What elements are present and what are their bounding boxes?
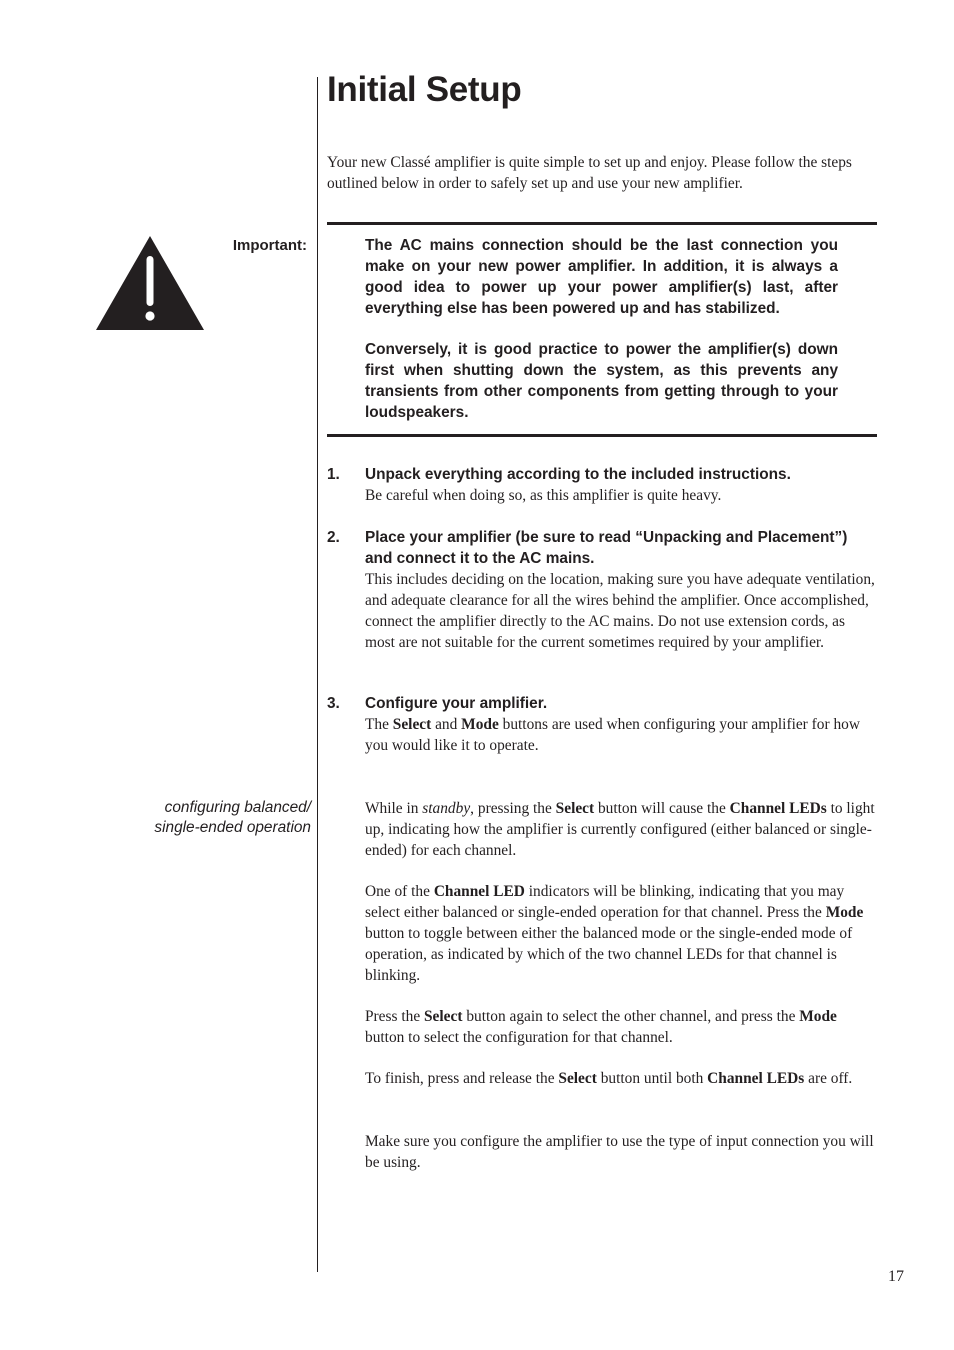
select-term: Select — [392, 716, 432, 733]
step-body: Be careful when doing so, as this amplifier is quite heavy. — [365, 487, 722, 504]
step-body — [365, 714, 860, 756]
paragraph-input-type: Make sure you configure the amplifier to use the type of input connection you will be using. — [365, 1133, 874, 1171]
bottom-divider — [327, 434, 877, 437]
page-title: Initial Setup — [327, 70, 522, 109]
important-label: Important: — [232, 237, 307, 254]
step-2 — [327, 527, 877, 653]
select-term: Select — [555, 800, 595, 817]
step-3 — [327, 693, 877, 756]
text-run: To finish, press and release the — [365, 1070, 559, 1087]
step-1 — [327, 464, 877, 506]
select-term: Select — [424, 1008, 463, 1025]
paragraph-channel-led — [365, 881, 879, 986]
step-number: 2. — [327, 529, 340, 546]
important-notice — [365, 235, 838, 443]
warning-triangle-icon — [96, 236, 204, 330]
text-run: One of the — [365, 883, 434, 900]
text-run: While in — [365, 800, 423, 817]
text-run: indicators will be blinking, indicating that you may select either balanced or single-ended operation for that channel. Press the — [365, 883, 845, 921]
side-label-line: configuring balanced/ — [164, 799, 311, 816]
step-heading: Unpack everything according to the included instructions. — [365, 466, 791, 483]
channel-led-term: Channel LED — [433, 883, 525, 900]
text-run: button to toggle between either the balanced mode or the single-ended mode of operation, as indicated by which of the two channel LEDs for that channel is blinking. — [365, 925, 853, 984]
text-run: button until both — [596, 1070, 708, 1087]
channel-leds-term: Channel LEDs — [707, 1070, 805, 1087]
vertical-rule — [317, 77, 318, 1272]
intro-paragraph: Your new Classé amplifier is quite simple to set up and enjoy. Please follow the steps outlined below in order to safely set up and use your new amplifier. — [327, 154, 852, 192]
mode-term: Mode — [825, 904, 864, 921]
text-run: button to select the configuration for that channel. — [365, 1029, 673, 1046]
page-number: 17 — [888, 1268, 904, 1285]
mode-term: Mode — [799, 1008, 837, 1025]
paragraph-select-again — [365, 1006, 865, 1048]
standby-term: standby — [422, 800, 471, 817]
text-run: Press the — [365, 1008, 424, 1025]
step-number: 1. — [327, 466, 340, 483]
text-run: , pressing the — [470, 800, 556, 817]
text-run: are off. — [804, 1070, 853, 1087]
important-paragraph: The AC mains connection should be the last connection you make on your new power amplifier. In addition, it is always a good idea to power up your power amplifier(s) last, after everything else has been powered up and has stabilized. — [365, 237, 838, 317]
important-paragraph: Conversely, it is good practice to power the amplifier(s) down first when shutting down the system, as this prevents any transients from other components from getting through to your loudspeakers. — [365, 341, 838, 421]
step-heading: Configure your amplifier. — [365, 695, 548, 712]
text-run: to light up, indicating how the amplifier is currently configured (either balanced or single-ended) for each channel. — [365, 800, 875, 859]
text-run: and — [431, 716, 462, 733]
paragraph-finish — [365, 1068, 879, 1089]
text-run: button will cause the — [594, 800, 730, 817]
step-body: This includes deciding on the location, making sure you have adequate ventilation, and adequate clearance for all the wires behind the amplifier. Once accomplished, connect the amplifier directly to the AC mains. Do not use extension cords, as most are not suitable for the current sometimes required by your amplifier. — [365, 571, 875, 651]
select-term: Select — [558, 1070, 597, 1087]
paragraph-standby — [365, 798, 875, 861]
text-run: button again to select the other channel, and press the — [462, 1008, 800, 1025]
channel-leds-term: Channel LEDs — [729, 800, 827, 817]
mode-term: Mode — [461, 716, 499, 733]
top-divider — [327, 222, 877, 225]
step-heading: Place your amplifier (be sure to read “Unpacking and Placement”) and connect it to the AC mains. — [365, 529, 848, 567]
text-run: buttons are used when configuring your amplifier for how you would like it to operate. — [365, 716, 860, 754]
text-run: The — [365, 716, 393, 733]
side-label-line: single-ended operation — [154, 819, 311, 836]
step-number: 3. — [327, 695, 340, 712]
side-label — [100, 798, 311, 838]
